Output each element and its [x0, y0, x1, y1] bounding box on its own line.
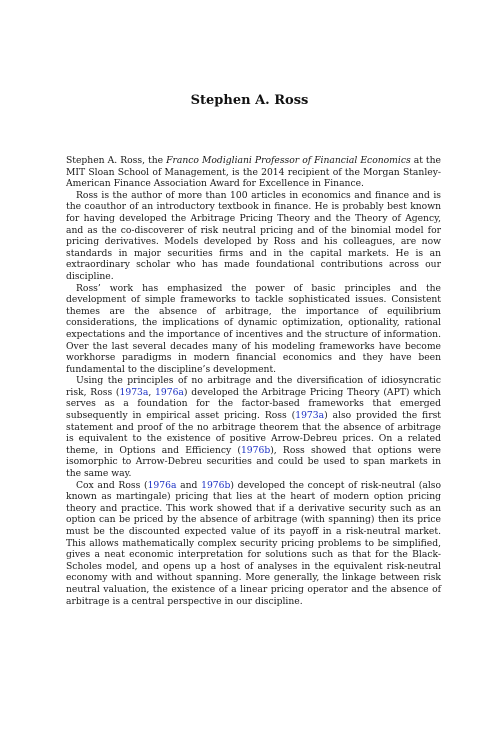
citation-link[interactable]: 1976a: [147, 479, 177, 491]
text-span: ), Ross showed that options were isomorphic to Arrow-Debreu securities and could be used to span markets in the same way.: [66, 444, 441, 480]
text-span: Using the principles of no arbitrage and the diversification of idiosyncratic risk, Ross (: [66, 375, 441, 398]
citation-link[interactable]: 1976b: [240, 444, 271, 456]
citation-link[interactable]: 1976a: [155, 386, 184, 398]
citation-link[interactable]: 1976b: [201, 479, 231, 491]
text-span: ) developed the Arbitrage Pricing Theory (APT) which serves as a foundation for the factor-based frameworks that emerged subsequently in empirical asset pricing. Ross (: [66, 386, 441, 422]
professorship-title: Franco Modigliani Professor of Financial Economics: [166, 155, 411, 166]
paragraph-apt: [66, 375, 441, 479]
paragraph-intro: [66, 155, 441, 190]
page-title: Stephen A. Ross: [190, 93, 309, 108]
citation-link[interactable]: 1973a: [295, 410, 325, 422]
text-span: Stephen A. Ross, the: [66, 155, 167, 166]
paragraph-career: Ross is the author of more than 100 articles in economics and finance and is the coauthor of an introductory textbook in finance. He is probably best known for having developed the Arbitrage Pricing Theory and the Theory of Agency, and as the co-discoverer of risk neutral pricing and of the binomial model for pricing derivatives. Models developed by Ross and his colleagues, are now standards in major securities firms and in the capital markets. He is an extraordinary scholar who has made foundational contributions across our discipline.: [66, 189, 441, 282]
body-text: [66, 155, 441, 607]
citation-link[interactable]: 1973a: [119, 386, 149, 398]
paragraph-themes: Ross’ work has emphasized the power of basic principles and the development of simple frameworks to tackle sophisticated issues. Consistent themes are the absence of arbitrage, the importance of equilibrium considerations, the implications of dynamic optimization, optionality, rational expectations and the importance of incentives and the structure of information. Over the last several decades many of his modeling frameworks have become workhorse paradigms in modern financial economics and they have been fundamental to the discipline’s development.: [66, 282, 441, 375]
text-span: and: [176, 479, 202, 491]
text-span: Cox and Ross (: [76, 479, 148, 491]
text-span: ,: [148, 386, 156, 398]
text-span: ) also provided the first statement and proof of the no arbitrage theorem that the absence of arbitrage is equivalent to the existence of positive Arrow-Debreu prices. On a related theme, in Options and Efficiency (: [66, 410, 441, 456]
text-span: ) developed the concept of risk-neutral (also known as martingale) pricing that lies at the heart of modern option pricing theory and practice. This work showed that if a derivative security such as an option can be priced by the absence of arbitrage (with spanning) then its price must be the discounted expected value of its payoff in a risk-neutral market. This allows mathematically complex security pricing problems to be simplified, gives a neat economic interpretation for solutions such as that for the Black-Scholes model, and opens up a host of analyses in the equivalent risk-neutral economy with and without spanning. More generally, the linkage between risk neutral valuation, the existence of a linear pricing operator and the absence of arbitrage is a central perspective in our discipline.: [66, 479, 442, 607]
text-span: at the MIT Sloan School of Management, is the 2014 recipient of the Morgan Stanley-American Finance Association Award for Excellence in Finance.: [66, 155, 441, 190]
paragraph-risk-neutral: [66, 480, 441, 608]
